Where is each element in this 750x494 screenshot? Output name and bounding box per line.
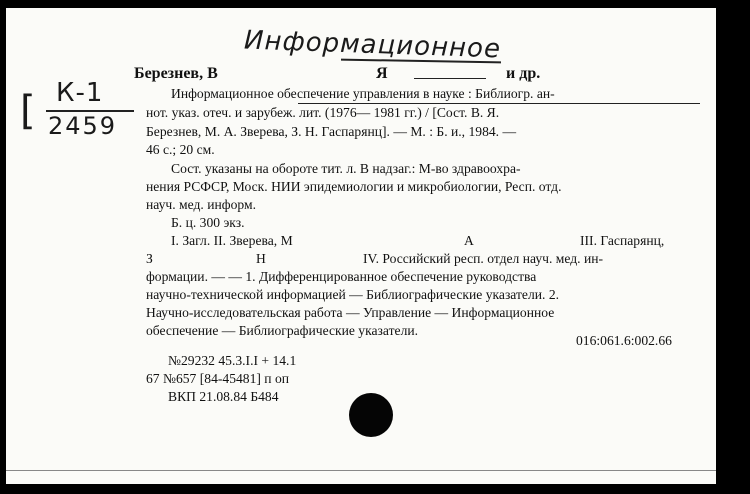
tracing-line-1c: III. Гаспарянц,	[580, 233, 665, 248]
tracing-line-5: Научно-исследовательская работа — Управление — Информационное	[146, 305, 555, 320]
note-line-3: науч. мед. информ.	[146, 197, 256, 212]
body-line-2: нот. указ. отеч. и зарубеж. лит. (1976— 1981 гг.) / [Сост. В. Я.	[146, 105, 500, 120]
tracing-line-1a: I. Загл. II. Зверева, М	[171, 233, 293, 248]
footer-line-3: ВКП 21.08.84 Б484	[168, 389, 279, 404]
footer-line-2: 67 №657 [84-45481] п оп	[146, 371, 290, 386]
note-line-1: Сост. указаны на обороте тит. л. В надзаг.: М-во здравоохра-	[171, 161, 521, 176]
author-ink-underline	[414, 78, 486, 79]
shelfmark-bracket: [	[20, 88, 36, 134]
tracing-line-2b: Н	[256, 251, 266, 266]
author-initial: Я	[376, 65, 388, 82]
author-heading: Березнев, В	[134, 65, 218, 82]
body-line-3: Березнев, М. А. Зверева, З. Н. Гаспарянц]. — М. : Б. и., 1984. —	[146, 124, 517, 139]
author-etal: и др.	[506, 65, 541, 82]
title-ink-underline	[298, 103, 700, 104]
tracing-line-6: обеспечение — Библиографические указатели.	[146, 323, 419, 338]
tracing-line-3: формации. — — 1. Дифференцированное обеспечение руководства	[146, 269, 537, 284]
tracing-line-4: научно-технической информацией — Библиографические указатели. 2.	[146, 287, 560, 302]
bottom-rule	[6, 470, 716, 471]
shelfmark-top: К-1	[56, 78, 104, 108]
body-line-4: 46 с.; 20 см.	[146, 142, 215, 157]
tracing-line-2c: IV. Российский респ. отдел науч. мед. ин-	[363, 251, 604, 266]
note-line-2: нения РСФСР, Моск. НИИ эпидемиологии и микробиологии, Респ. отд.	[146, 179, 562, 194]
body-line-1: Информационное обеспечение управления в науке : Библиогр. ан-	[171, 86, 555, 101]
copies-line: Б. ц. 300 экз.	[171, 215, 245, 230]
catalog-card	[6, 8, 716, 484]
punch-hole	[349, 393, 393, 437]
tracing-line-1b: А	[464, 233, 474, 248]
handwritten-title: Информационное	[243, 25, 502, 65]
footer-line-1: №29232 45.3.I.I + 14.1	[168, 353, 297, 368]
shelfmark-number: 2459	[48, 112, 118, 140]
tracing-line-2a: З	[146, 251, 153, 266]
udc-number: 016:061.6:002.66	[576, 333, 672, 348]
